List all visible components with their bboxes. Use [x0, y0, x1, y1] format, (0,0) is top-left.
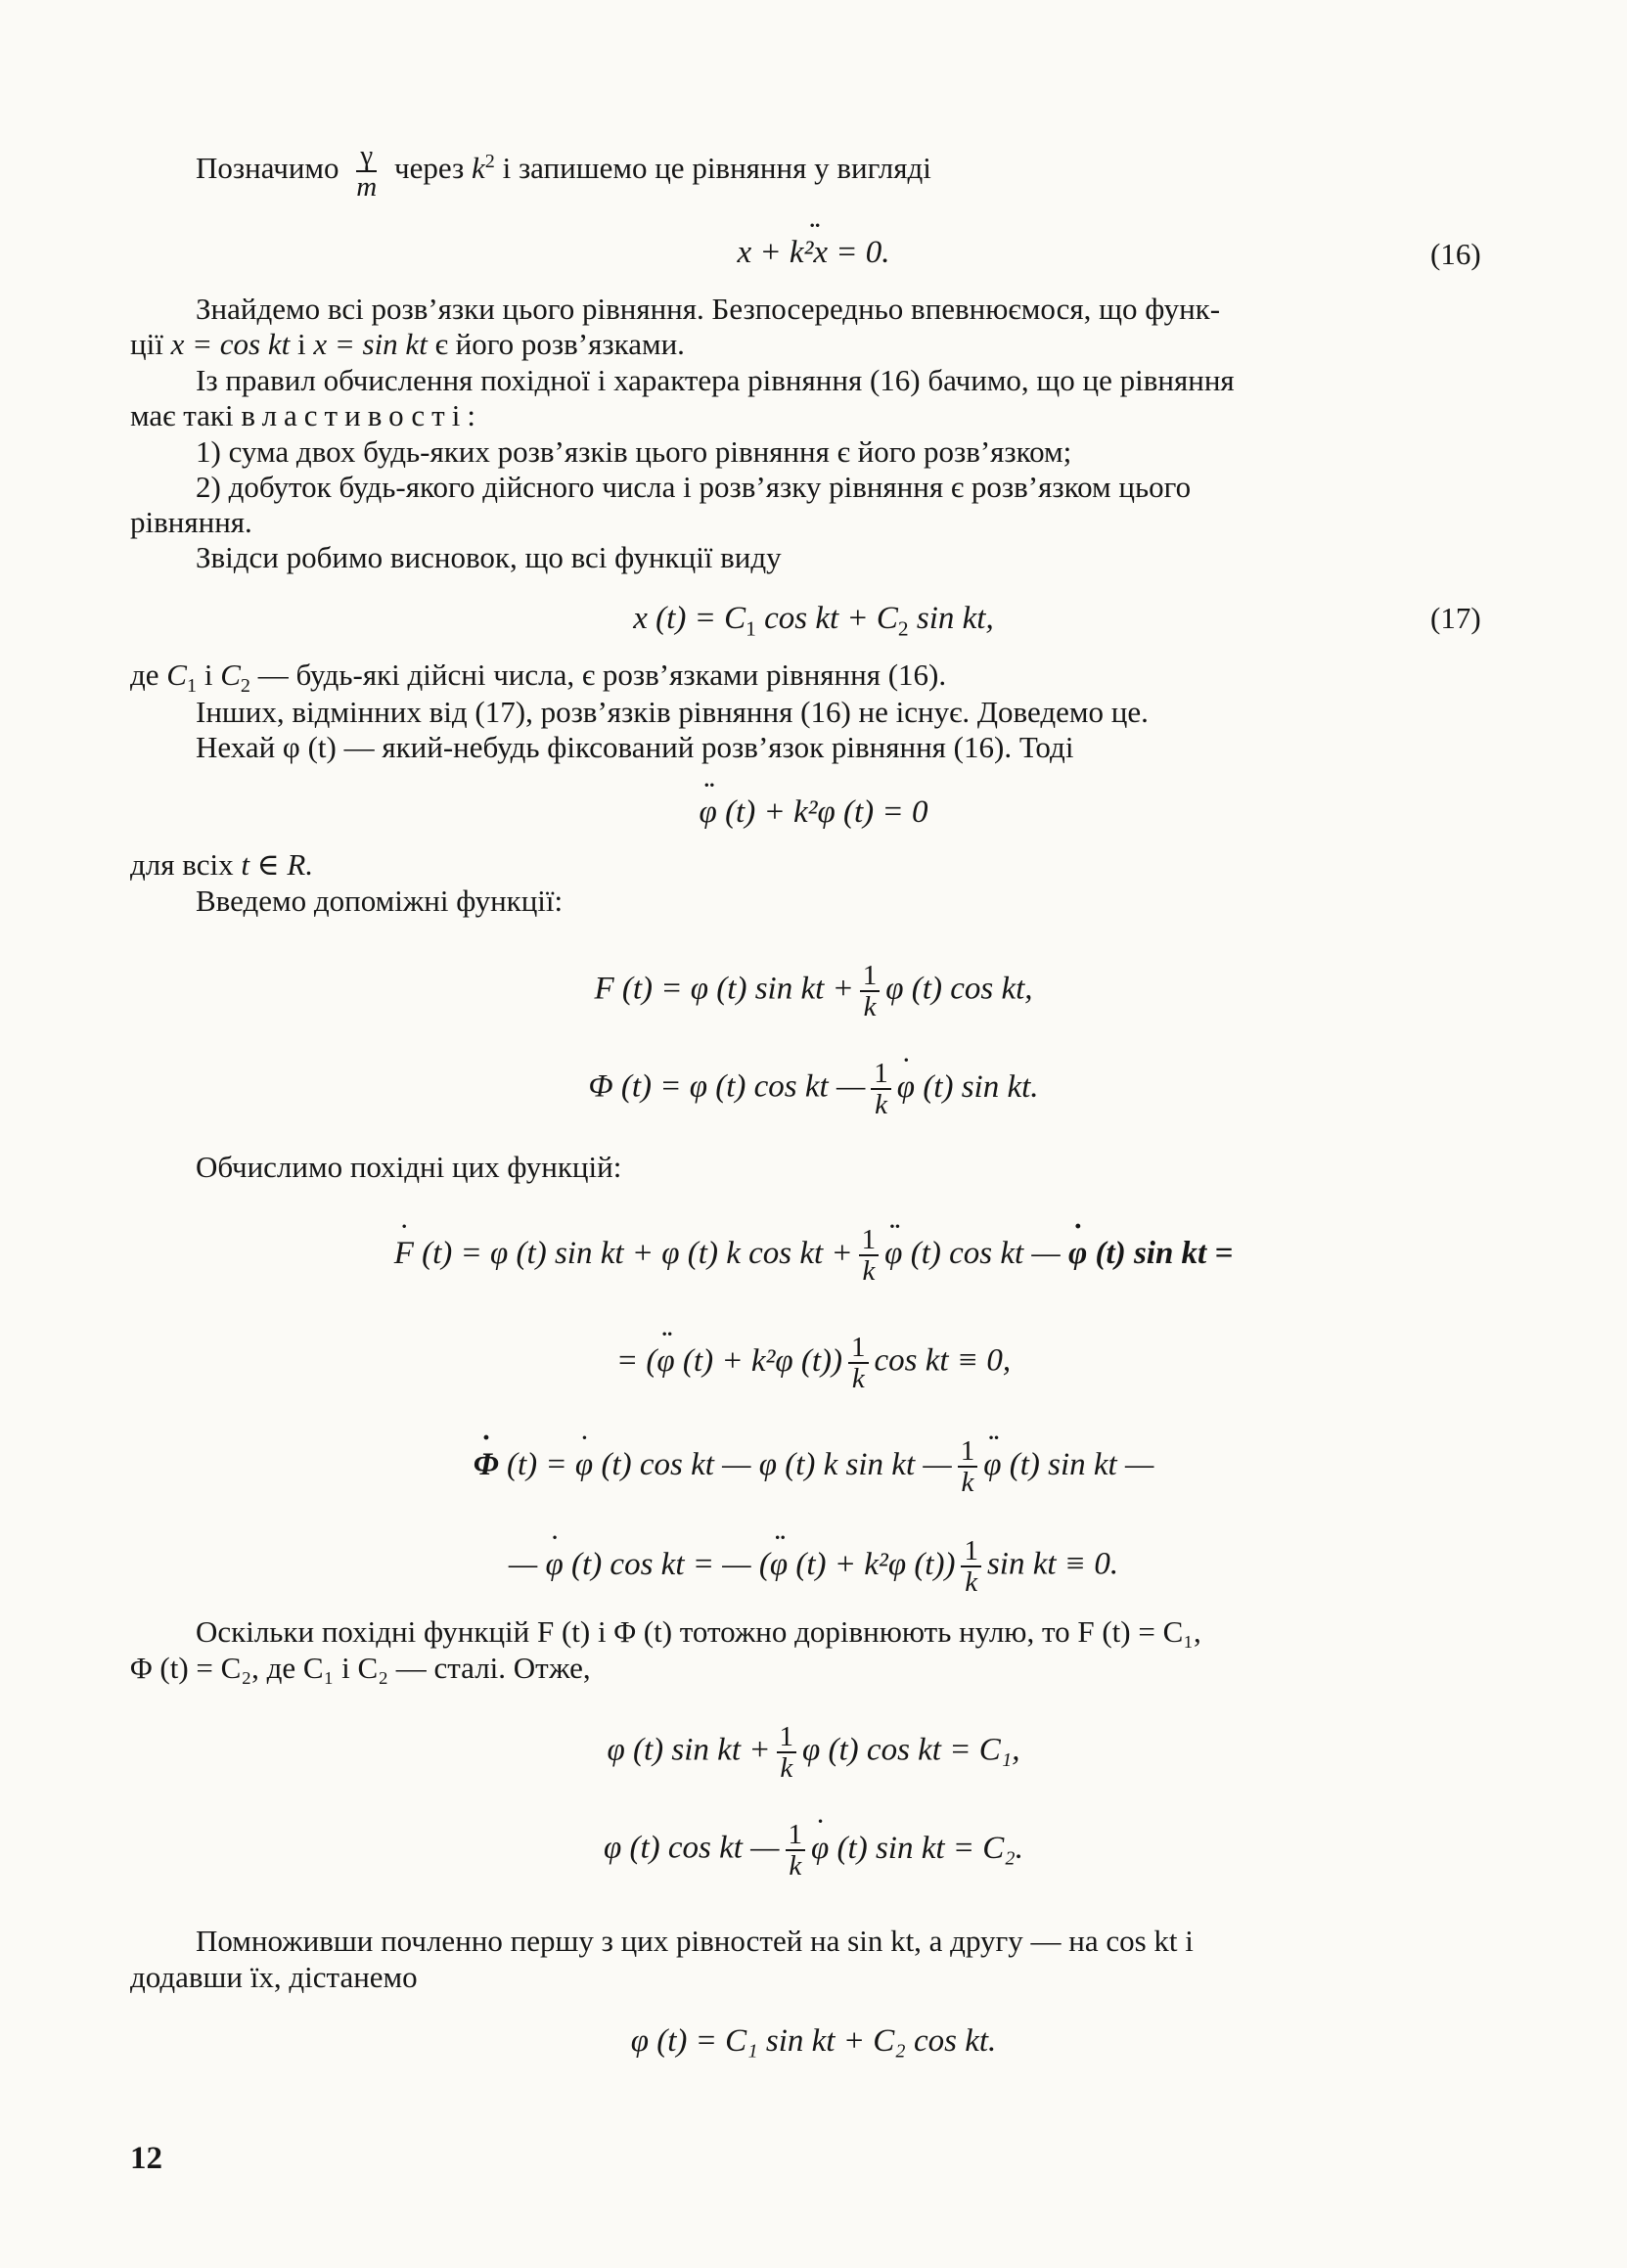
paragraph-line: Оскільки похідні функцій F (t) і Φ (t) тотожно дорівнюють нулю, то F (t) = C₁, [196, 1614, 1201, 1649]
text: k [471, 151, 485, 186]
paragraph-line [130, 327, 685, 362]
text: ції [130, 327, 163, 361]
eq-text: = ( [615, 1342, 657, 1379]
text: і [203, 658, 213, 692]
intro-line [196, 141, 931, 202]
frac-den: k [875, 1089, 887, 1120]
fraction [786, 1820, 806, 1881]
text: ·· φ [770, 1545, 788, 1584]
text: ·· φ [983, 1445, 1001, 1484]
frac-num: 1 [860, 961, 881, 992]
text: 1 [746, 616, 756, 641]
equation-Phi [0, 1059, 1627, 1119]
fraction [871, 1059, 891, 1119]
equation-phi [0, 793, 1627, 832]
text: x = cos kt [170, 327, 291, 361]
text: · Φ [474, 1445, 499, 1484]
fraction [859, 1225, 880, 1286]
eq-text: (t) cos kt = — ( [571, 1546, 770, 1582]
frac-num: γ [356, 141, 377, 172]
frac-num: 1 [848, 1333, 869, 1364]
equation-final [0, 2021, 1627, 2061]
paragraph-line: Інших, відмінних від (17), розв’язків рівняння (16) не існує. Доведемо це. [196, 695, 1149, 729]
frac-den: k [961, 1467, 974, 1498]
text: ·· φ [656, 1341, 674, 1381]
frac-num: 1 [961, 1536, 981, 1567]
text: · φ [1068, 1234, 1087, 1273]
paragraph-line: Φ (t) = C₂, де C₁ і C₂ — сталі. Отже, [130, 1651, 591, 1685]
text: t ∈ R. [241, 847, 314, 882]
paragraph-line: Із правил обчислення похідної і характера рівняння (16) бачимо, що це рівняння [196, 363, 1235, 397]
text: · φ [546, 1545, 564, 1584]
text: · φ [575, 1445, 593, 1484]
fraction [848, 1333, 869, 1393]
eq-label-17: (17) [1430, 601, 1481, 635]
eq-text: φ (t) = C₁ sin kt + C₂ cos kt. [630, 2023, 997, 2059]
fraction [777, 1722, 797, 1783]
frac-den: k [965, 1566, 978, 1598]
fraction-gamma-m [356, 141, 377, 202]
text: 2 [240, 675, 250, 698]
paragraph-line: Помноживши почленно першу з цих рівностей на sin kt, а другу — на cos kt і [196, 1924, 1194, 1958]
eq-text: cos kt ≡ 0, [874, 1342, 1012, 1379]
text: для всіх [130, 847, 234, 882]
eq-text: φ (t) cos kt — [603, 1830, 780, 1866]
frac-den: m [356, 171, 378, 203]
double-dot [737, 233, 889, 272]
paragraph-line: Обчислимо похідні цих функцій: [196, 1150, 622, 1184]
fraction [958, 1436, 978, 1497]
fraction [961, 1536, 981, 1597]
frac-den: k [862, 1255, 876, 1287]
eq-text: (t) sin kt — [1009, 1446, 1154, 1482]
eq-text: sin kt ≡ 0. [986, 1546, 1119, 1582]
eq-text: (t) sin kt = C₂. [836, 1830, 1024, 1866]
eq-text: cos kt + C [764, 601, 898, 636]
text: · φ [897, 1067, 915, 1107]
text: і запишемо це рівняння у вигляді [502, 151, 931, 186]
text: · F [394, 1234, 414, 1273]
fraction [860, 961, 881, 1021]
text: має такі [130, 398, 234, 432]
eq-text: (t) cos kt — [910, 1235, 1061, 1271]
eq-text: φ (t) cos kt = C₁, [802, 1732, 1020, 1768]
equation-dF [0, 1225, 1627, 1286]
eq-text: (t) + k²φ (t) = 0 [725, 794, 928, 830]
text: і [296, 327, 306, 361]
paragraph-line: додавши їх, дістанемо [130, 1960, 418, 1994]
paragraph-line [130, 847, 313, 883]
eq-text: x + k²x = 0. [737, 235, 890, 270]
equation-dPhi-2 [0, 1536, 1627, 1597]
equation-16 [0, 233, 1627, 272]
paragraph-line: Нехай φ (t) — який-небудь фіксований розв’язок рівняння (16). Тоді [196, 730, 1074, 764]
text: ·· φ [884, 1234, 902, 1273]
text: Позначимо [196, 151, 339, 186]
eq-text: (t) + k²φ (t)) [795, 1546, 956, 1582]
frac-den: k [789, 1850, 802, 1882]
equation-dF-2 [0, 1333, 1627, 1393]
text: C [166, 658, 187, 692]
eq-label-16: (16) [1430, 237, 1481, 271]
text: — будь-які дійсні числа, є розв’язками рівняння (16). [257, 658, 947, 692]
eq-text: x (t) = C [633, 601, 746, 636]
paragraph-line: Знайдемо всі розв’язки цього рівняння. Безпосередньо впевнюємося, що функ- [196, 292, 1221, 326]
eq-text: φ (t) cos kt, [885, 971, 1033, 1007]
text: 1 [186, 675, 198, 698]
text: ·· φ [700, 793, 717, 832]
text: є його розв’язками. [434, 327, 685, 361]
eq-text: — [508, 1546, 538, 1582]
text: x = sin kt [313, 327, 428, 361]
page-number: 12 [130, 2141, 162, 2176]
text: де [130, 658, 159, 692]
eq-text: sin kt, [916, 601, 994, 636]
eq-text: (t) + k²φ (t)) [682, 1342, 843, 1379]
equation-dPhi [0, 1436, 1627, 1497]
text: C [220, 658, 241, 692]
eq-text: (t) = φ (t) sin kt + φ (t) k cos kt + [422, 1235, 853, 1271]
frac-num: 1 [859, 1225, 880, 1256]
eq-text: F (t) = φ (t) sin kt + [594, 971, 854, 1007]
frac-num: 1 [777, 1722, 797, 1753]
eq-text: Φ (t) = φ (t) cos kt — [588, 1068, 866, 1105]
paragraph-line: Звідси робимо висновок, що всі функції виду [196, 540, 782, 574]
frac-num: 1 [871, 1059, 891, 1090]
list-item: 1) сума двох будь-яких розв’язків цього рівняння є його розв’язком; [196, 434, 1072, 469]
frac-num: 1 [958, 1436, 978, 1468]
paragraph-line [130, 398, 482, 433]
list-item: 2) добуток будь-якого дійсного числа і розв’язку рівняння є розв’язком цього [196, 470, 1192, 504]
text: через [394, 151, 465, 186]
equation-C1 [0, 1722, 1627, 1783]
eq-text: (t) sin kt = [1095, 1235, 1234, 1271]
eq-text: (t) sin kt. [923, 1068, 1039, 1105]
equation-F [0, 961, 1627, 1021]
frac-den: k [863, 991, 877, 1022]
text: 2 [897, 616, 909, 641]
frac-den: k [780, 1752, 793, 1784]
text: 2 [484, 150, 495, 172]
eq-text: (t) cos kt — φ (t) k sin kt — [601, 1446, 952, 1482]
text: властивості: [241, 398, 482, 432]
equation-17 [0, 599, 1627, 649]
frac-num: 1 [786, 1820, 806, 1851]
paragraph-line: Введемо допоміжні функції: [196, 884, 564, 918]
text: · φ [811, 1829, 829, 1868]
paragraph-line: рівняння. [130, 505, 252, 539]
equation-C2 [0, 1820, 1627, 1881]
frac-den: k [851, 1363, 865, 1394]
eq-text: φ (t) sin kt + [607, 1732, 771, 1768]
eq-text: (t) = [507, 1446, 567, 1482]
